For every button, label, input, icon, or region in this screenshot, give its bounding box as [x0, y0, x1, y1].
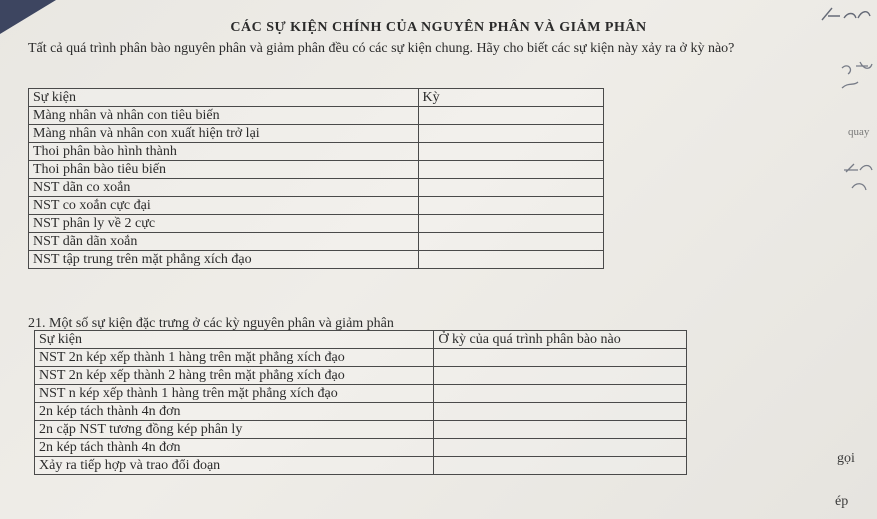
event-cell: Xảy ra tiếp hợp và trao đổi đoạn: [35, 457, 434, 475]
table-row: [35, 439, 687, 457]
margin-note-goi: gọi: [837, 451, 855, 466]
answer-cell[interactable]: [434, 385, 687, 403]
answer-cell[interactable]: [418, 215, 604, 233]
margin-note-ep: ép: [835, 494, 849, 509]
handwriting-scribble-right-1: [838, 56, 876, 96]
answer-cell[interactable]: [434, 403, 687, 421]
answer-cell[interactable]: [418, 197, 604, 215]
table-row: [35, 421, 687, 439]
header-cell-event: Sự kiện: [29, 89, 419, 107]
event-cell: 2n cặp NST tương đồng kép phân ly: [35, 421, 434, 439]
answer-cell[interactable]: [418, 251, 604, 269]
table-row: [29, 215, 604, 233]
answer-cell[interactable]: [418, 143, 604, 161]
table-row: [35, 457, 687, 475]
table-row: [29, 125, 604, 143]
intro-paragraph: Tất cả quá trình phân bào nguyên phân và giảm phân đều có các sự kiện chung. Hãy cho biết các sự kiện này xảy ra ở kỳ nào?: [28, 41, 735, 56]
event-cell: NST dãn co xoắn: [29, 179, 419, 197]
table-row: [35, 385, 687, 403]
table-row: [35, 367, 687, 385]
margin-note-quay: quay: [848, 126, 870, 138]
event-cell: Thoi phân bào hình thành: [29, 143, 419, 161]
event-cell: NST n kép xếp thành 1 hàng trên mặt phẳng xích đạo: [35, 385, 434, 403]
header-cell-event: Sự kiện: [35, 331, 434, 349]
table-row: [29, 107, 604, 125]
events-table: [28, 88, 604, 269]
answer-cell[interactable]: [418, 233, 604, 251]
characteristic-events-table: [34, 330, 687, 475]
event-cell: Màng nhân và nhân con tiêu biến: [29, 107, 419, 125]
answer-cell[interactable]: [418, 161, 604, 179]
event-cell: NST 2n kép xếp thành 1 hàng trên mặt phẳng xích đạo: [35, 349, 434, 367]
answer-cell[interactable]: [418, 125, 604, 143]
table-header-row: [35, 331, 687, 349]
answer-cell[interactable]: [434, 367, 687, 385]
table-row: [29, 179, 604, 197]
answer-cell[interactable]: [418, 107, 604, 125]
event-cell: NST phân ly về 2 cực: [29, 215, 419, 233]
event-cell: NST co xoắn cực đại: [29, 197, 419, 215]
event-cell: NST dãn dãn xoắn: [29, 233, 419, 251]
answer-cell[interactable]: [434, 421, 687, 439]
page-title: CÁC SỰ KIỆN CHÍNH CỦA NGUYÊN PHÂN VÀ GIẢM PHÂN: [230, 20, 647, 35]
event-cell: NST 2n kép xếp thành 2 hàng trên mặt phẳng xích đạo: [35, 367, 434, 385]
answer-cell[interactable]: [434, 439, 687, 457]
table-row: [35, 349, 687, 367]
answer-cell[interactable]: [434, 457, 687, 475]
table-row: [29, 161, 604, 179]
answer-cell[interactable]: [418, 179, 604, 197]
event-cell: Màng nhân và nhân con xuất hiện trở lại: [29, 125, 419, 143]
table-row: [29, 197, 604, 215]
table-row: [29, 143, 604, 161]
table-row: [29, 233, 604, 251]
table-row: [29, 251, 604, 269]
event-cell: NST tập trung trên mặt phẳng xích đạo: [29, 251, 419, 269]
section-21-title: 21. Một số sự kiện đặc trưng ở các kỳ nguyên phân và giảm phân: [28, 316, 394, 331]
handwriting-scribble-top: [818, 2, 873, 28]
event-cell: 2n kép tách thành 4n đơn: [35, 439, 434, 457]
header-cell-division-phase: Ở kỳ của quá trình phân bào nào: [434, 331, 687, 349]
table-row: [35, 403, 687, 421]
handwriting-scribble-right-2: [840, 160, 876, 200]
event-cell: Thoi phân bào tiêu biến: [29, 161, 419, 179]
answer-cell[interactable]: [434, 349, 687, 367]
event-cell: 2n kép tách thành 4n đơn: [35, 403, 434, 421]
table-header-row: [29, 89, 604, 107]
header-cell-phase: Kỳ: [418, 89, 604, 107]
